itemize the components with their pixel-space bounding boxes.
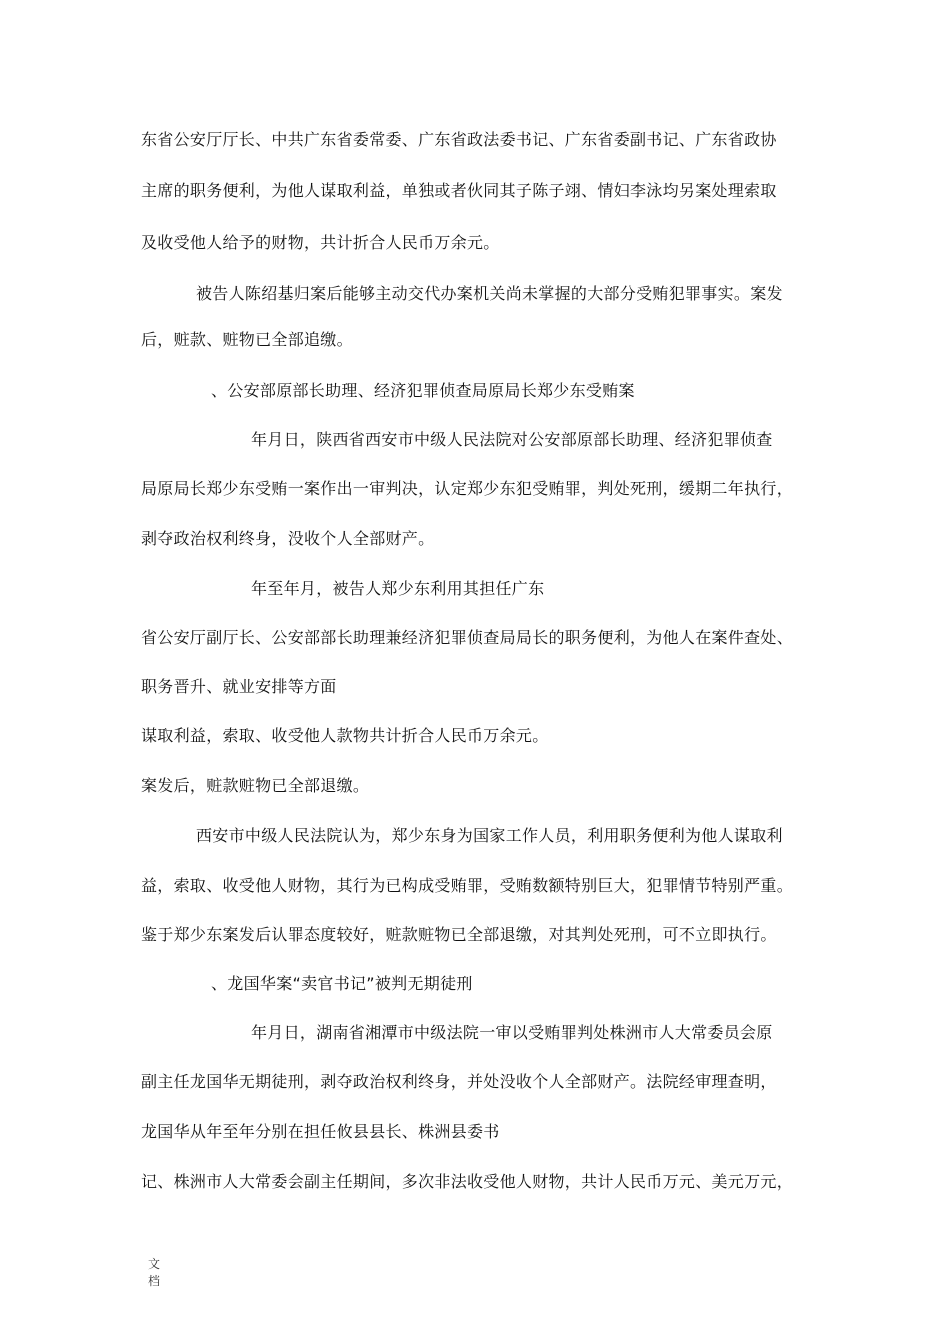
text-line: 及收受他人给予的财物，共计折合人民币万余元。 <box>141 233 500 252</box>
paragraph-start: 年月日，陕西省西安市中级人民法院对公安部原部长助理、经济犯罪侦查 <box>251 430 773 449</box>
text-line: 案发后，赃款赃物已全部退缴。 <box>141 776 370 795</box>
text-line: 局原局长郑少东受贿一案作出一审判决，认定郑少东犯受贿罪，判处死刑，缓期二年执行， <box>141 479 794 498</box>
text-line: 益，索取、收受他人财物，其行为已构成受贿罪，受贿数额特别巨大，犯罪情节特别严重。 <box>141 876 794 895</box>
footer-label <box>148 1256 164 1290</box>
text-line: 记、株洲市人大常委会副主任期间，多次非法收受他人财物，共计人民币万元、美元万元， <box>141 1172 794 1191</box>
text-line: 鉴于郑少东案发后认罪态度较好，赃款赃物已全部退缴，对其判处死刑，可不立即执行。 <box>141 925 777 944</box>
text-line: 龙国华从年至年分别在担任攸县县长、株洲县委书 <box>141 1122 500 1141</box>
text-line: 主席的职务便利，为他人谋取利益，单独或者伙同其子陈子翊、情妇李泳均另案处理索取 <box>141 181 777 200</box>
text-line: 剥夺政治权利终身，没收个人全部财产。 <box>141 529 435 548</box>
footer-char: 文 <box>148 1257 161 1271</box>
paragraph-start: 年月日，湖南省湘潭市中级法院一审以受贿罪判处株洲市人大常委员会原 <box>251 1023 773 1042</box>
text-line: 后，赃款、赃物已全部追缴。 <box>141 330 353 349</box>
text-line: 谋取利益，索取、收受他人款物共计折合人民币万余元。 <box>141 726 549 745</box>
paragraph-start: 被告人陈绍基归案后能够主动交代办案机关尚未掌握的大部分受贿犯罪事实。案发 <box>196 284 783 303</box>
footer-char: 档 <box>148 1274 161 1288</box>
section-heading: 、龙国华案“卖官书记”被判无期徒刑 <box>211 974 473 993</box>
paragraph-start: 年至年月，被告人郑少东利用其担任广东 <box>251 579 545 598</box>
text-line: 东省公安厅厅长、中共广东省委常委、广东省政法委书记、广东省委副书记、广东省政协 <box>141 130 777 149</box>
text-line: 副主任龙国华无期徒刑，剥夺政治权利终身，并处没收个人全部财产。法院经审理查明， <box>141 1072 777 1091</box>
text-line: 省公安厅副厅长、公安部部长助理兼经济犯罪侦查局局长的职务便利，为他人在案件查处、 <box>141 628 794 647</box>
section-heading: 、公安部原部长助理、经济犯罪侦查局原局长郑少东受贿案 <box>211 381 635 400</box>
paragraph-start: 西安市中级人民法院认为，郑少东身为国家工作人员，利用职务便利为他人谋取利 <box>196 826 783 845</box>
text-line: 职务晋升、就业安排等方面 <box>141 677 337 696</box>
